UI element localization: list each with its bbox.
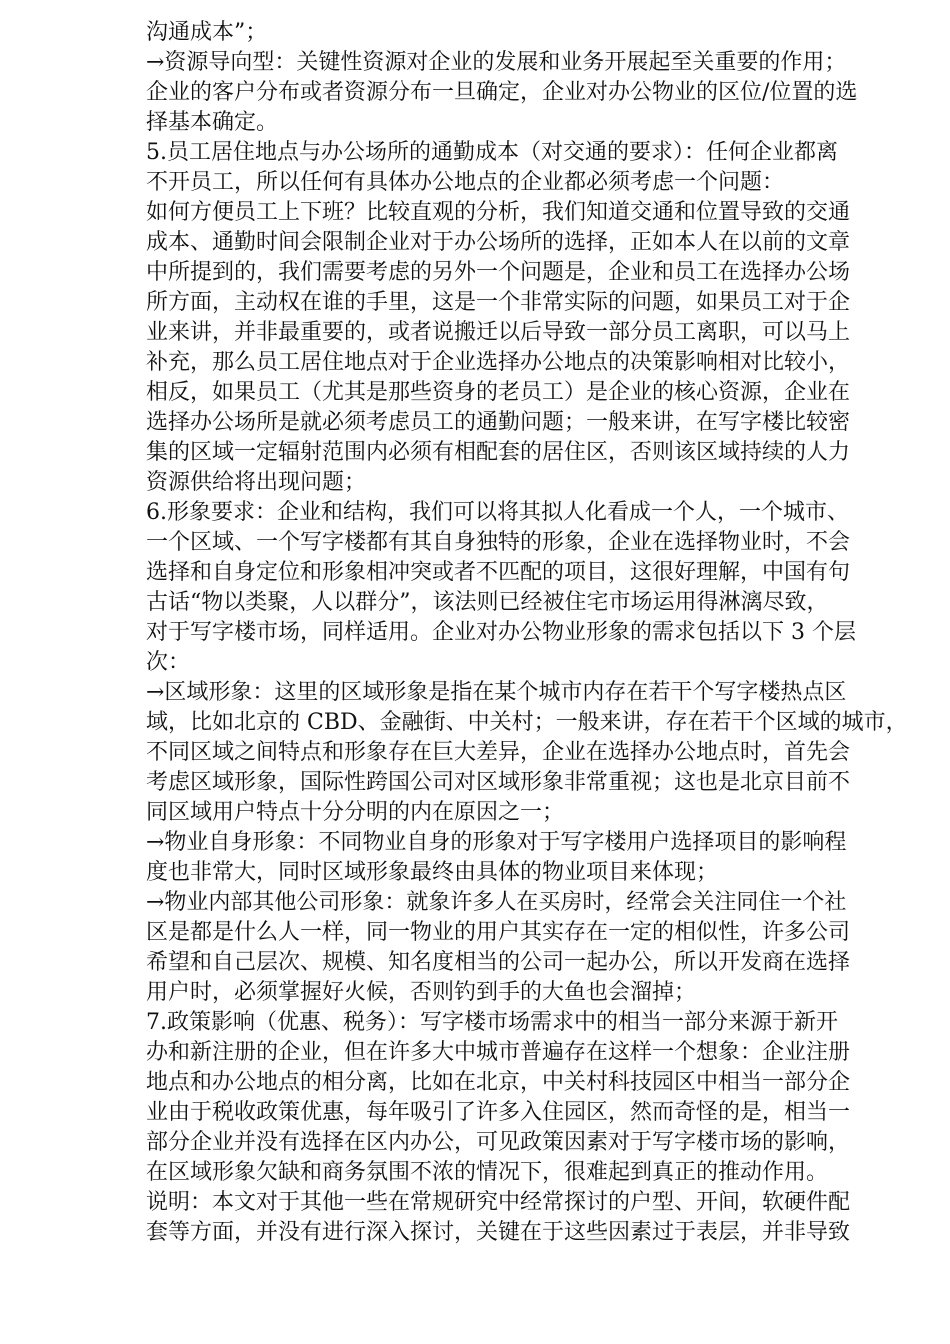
text-line: 成本、通勤时间会限制企业对于办公场所的选择，正如本人在以前的文章	[146, 230, 851, 255]
text-line: 6.形象要求：企业和结构，我们可以将其拟人化看成一个人，一个城市、	[146, 500, 849, 525]
text-line: 同区域用户特点十分分明的内在原因之一；	[146, 800, 565, 825]
text-line: 用户时，必须掌握好火候，否则钓到手的大鱼也会溜掉；	[146, 980, 697, 1005]
text-line: 度也非常大，同时区域形象最终由具体的物业项目来体现；	[146, 860, 719, 885]
text-line: 资源供给将出现问题；	[146, 470, 367, 495]
text-line: 5.员工居住地点与办公场所的通勤成本（对交通的要求）：任何企业都离	[146, 140, 838, 165]
document-body	[146, 18, 908, 1248]
text-line: 说明：本文对于其他一些在常规研究中经常探讨的户型、开间，软硬件配	[146, 1190, 851, 1215]
text-line: 考虑区域形象，国际性跨国公司对区域形象非常重视；这也是北京目前不	[146, 770, 851, 795]
text-line: 域，比如北京的 CBD、金融街、中关村；一般来讲，存在若干个区域的城市，	[146, 710, 908, 735]
text-line: →区域形象：这里的区域形象是指在某个城市内存在若干个写字楼热点区	[146, 680, 847, 705]
text-line: 集的区域一定辐射范围内必须有相配套的居住区，否则该区域持续的人力	[146, 440, 851, 465]
text-line: 办和新注册的企业，但在许多大中城市普遍存在这样一个想象：企业注册	[146, 1040, 851, 1065]
text-line: 在区域形象欠缺和商务氛围不浓的情况下，很难起到真正的推动作用。	[146, 1160, 829, 1185]
text-line: 如何方便员工上下班？比较直观的分析，我们知道交通和位置导致的交通	[146, 200, 851, 225]
text-line: 套等方面，并没有进行深入探讨，关键在于这些因素过于表层，并非导致	[146, 1220, 851, 1245]
text-line: →资源导向型：关键性资源对企业的发展和业务开展起至关重要的作用；	[146, 50, 847, 75]
text-line: 补充，那么员工居住地点对于企业选择办公地点的决策影响相对比较小，	[146, 350, 851, 375]
text-line: →物业自身形象：不同物业自身的形象对于写字楼用户选择项目的影响程	[146, 830, 847, 855]
text-line: 一个区域、一个写字楼都有其自身独特的形象，企业在选择物业时，不会	[146, 530, 851, 555]
text-line: 沟通成本”；	[146, 20, 268, 45]
text-line: 不开员工，所以任何有具体办公地点的企业都必须考虑一个问题：	[146, 170, 785, 195]
text-line: 择基本确定。	[146, 110, 279, 135]
text-line: 不同区域之间特点和形象存在巨大差异，企业在选择办公地点时，首先会	[146, 740, 851, 765]
text-line: 业来讲，并非最重要的，或者说搬迁以后导致一部分员工离职，可以马上	[146, 320, 851, 345]
text-line: 选择办公场所是就必须考虑员工的通勤问题；一般来讲，在写字楼比较密	[146, 410, 851, 435]
text-line: 部分企业并没有选择在区内办公，可见政策因素对于写字楼市场的影响，	[146, 1130, 851, 1155]
text-line: 企业的客户分布或者资源分布一旦确定，企业对办公物业的区位/位置的选	[146, 80, 858, 105]
text-line: 中所提到的，我们需要考虑的另外一个问题是，企业和员工在选择办公场	[146, 260, 851, 285]
text-line: →物业内部其他公司形象：就象许多人在买房时，经常会关注同住一个社	[146, 890, 847, 915]
text-line: 选择和自身定位和形象相冲突或者不匹配的项目，这很好理解，中国有句	[146, 560, 851, 585]
text-line: 业由于税收政策优惠，每年吸引了许多入住园区，然而奇怪的是，相当一	[146, 1100, 851, 1125]
text-line: 希望和自己层次、规模、知名度相当的公司一起办公，所以开发商在选择	[146, 950, 851, 975]
text-line: 对于写字楼市场，同样适用。企业对办公物业形象的需求包括以下 3 个层	[146, 620, 856, 645]
text-line: 7.政策影响（优惠、税务）：写字楼市场需求中的相当一部分来源于新开	[146, 1010, 838, 1035]
text-line: 古话“物以类聚，人以群分”，该法则已经被住宅市场运用得淋漓尽致，	[146, 590, 829, 615]
text-line: 相反，如果员工（尤其是那些资身的老员工）是企业的核心资源，企业在	[146, 380, 851, 405]
text-line: 区是都是什么人一样，同一物业的用户其实存在一定的相似性，许多公司	[146, 920, 851, 945]
text-line: 次：	[146, 650, 191, 675]
text-line: 所方面，主动权在谁的手里，这是一个非常实际的问题，如果员工对于企	[146, 290, 851, 315]
text-line: 地点和办公地点的相分离，比如在北京，中关村科技园区中相当一部分企	[146, 1070, 851, 1095]
